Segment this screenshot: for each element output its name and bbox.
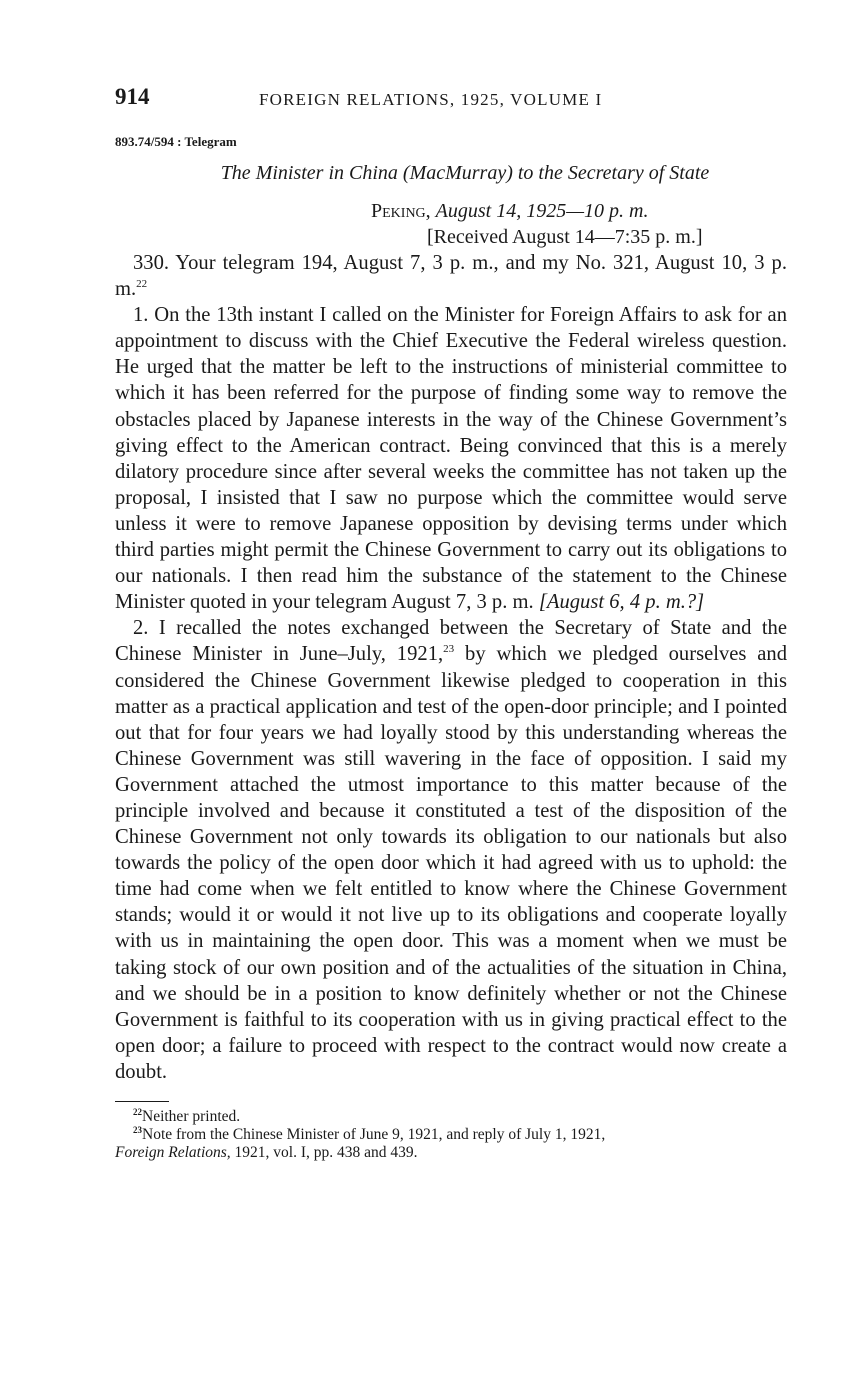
footnotes: [115, 1108, 787, 1162]
intro-paragraph: [115, 250, 787, 302]
footnote-22: [115, 1108, 787, 1126]
footnote-mark: 22: [133, 1106, 142, 1117]
footnote-italic-title: Foreign Relations,: [115, 1144, 231, 1161]
footnote-text: Neither printed.: [142, 1108, 241, 1125]
footnote-23-continued: [115, 1144, 787, 1162]
footnote-mark: 23: [133, 1124, 142, 1135]
page-number: 914: [115, 84, 150, 109]
date: August 14, 1925—10 p. m.: [435, 200, 649, 222]
footnote-23: [115, 1126, 787, 1144]
footnote-text: Note from the Chinese Minister of June 9, 1921, and reply of July 1, 1921,: [142, 1126, 606, 1143]
file-reference: 893.74/594 : Telegram: [115, 134, 237, 149]
footnote-divider: [115, 1101, 169, 1102]
footnote-ref-22: 22: [136, 278, 148, 291]
document-title: The Minister in China (MacMurray) to the Secretary of State: [220, 162, 710, 184]
received-line: [Received August 14—7:35 p. m.]: [427, 226, 703, 248]
paragraph-2: [115, 615, 787, 1085]
page-header: [115, 84, 787, 118]
paragraph-2-start: 2. I recalled the notes exchanged between the Secretary of State and the Chinese Minister in June–July, 1921,: [115, 617, 787, 666]
place-date-line: [371, 198, 787, 224]
dateline: [115, 198, 787, 250]
paragraph-1: [115, 302, 787, 615]
footnote-ref-23: 23: [443, 643, 455, 656]
running-head: FOREIGN RELATIONS, 1925, VOLUME I: [259, 90, 603, 109]
document-page: [115, 84, 787, 1162]
telegram-body: [115, 250, 787, 1085]
intro-text: 330. Your telegram 194, August 7, 3 p. m., and my No. 321, August 10, 3 p. m.: [115, 252, 787, 301]
paragraph-1-text: 1. On the 13th instant I called on the Minister for Foreign Affairs to ask for an appointment to discuss with the Chief Executive the Federal wireless question. He urged that the matter be left to the instructions of ministerial committee to which it has been referred for the purpose of finding some way to remove the obstacles placed by Japanese interests in the way of the Chinese Government’s giving effect to the American contract. Being convinced that this is a merely dilatory procedure since after several weeks the committee has not taken up the proposal, I insisted that I saw no purpose which the committee would serve unless it were to remove Japanese opposition by devising terms under which third parties might permit the Chinese Government to carry out its obligations to our nationals. I then read him the substance of the statement to the Chinese Minister quoted in your telegram August 7, 3 p. m.: [115, 304, 787, 614]
footnote-tail: 1921, vol. I, pp. 438 and 439.: [230, 1144, 418, 1161]
paragraph-1-bracket: [August 6, 4 p. m.?]: [538, 591, 705, 614]
paragraph-2-rest: by which we pledged ourselves and considered the Chinese Government likewise pledged to cooperation in this matter as a practical application and test of the open-door principle; and I pointed out that for four years we had loyally stood by this understanding whereas the Chinese Government was still wavering in the face of opposition. I said my Government attached the utmost importance to this matter because of the principle involved and because it constituted a test of the disposition of the Chinese Government not only towards its obligation to our nationals but also towards the policy of the open door which it had agreed with us to uphold: the time had come when we felt entitled to know where the Chinese Government stands; would it or would it not live up to its obligations and cooperate loyally with us in maintaining the open door. This was a moment when we must be taking stock of our own position and of the actualities of the situation in China, and we should be in a position to know definitely whether or not the Chinese Government is faithful to its cooperation with us in giving practical effect to the open door; a failure to proceed with respect to the contract would now create a doubt.: [115, 643, 787, 1083]
place: Peking,: [371, 200, 431, 222]
